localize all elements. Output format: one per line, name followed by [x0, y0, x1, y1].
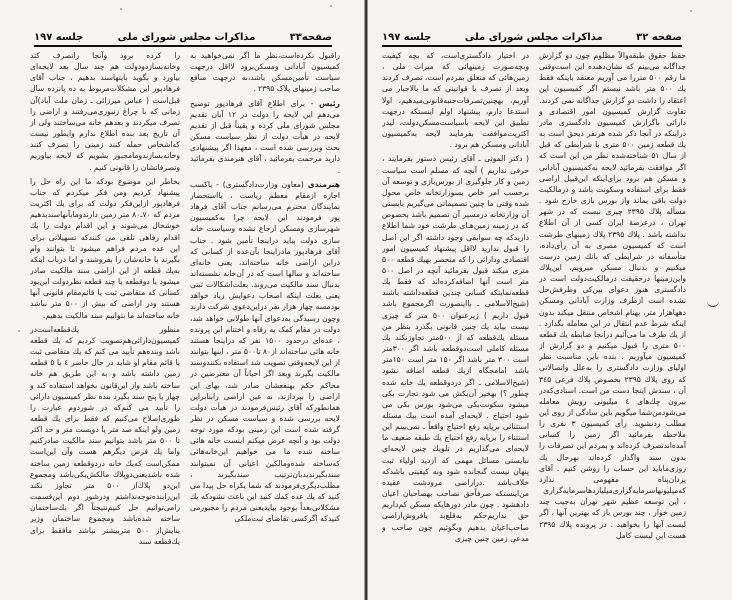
paragraph: در اختیار دادگستری‌است، که بچه کیفیت وبچه‌صورت زمینهائی که میراث ملی ، زمین‌هائی که متعلق بمردم است، تصرف کردند وبعد از تصرف با قوانینی که ما بالاجبار می آوریم، بهچنین‌تصرفات‌جنبه‌قانونی‌میدهیم، اولا استدعا دارم، پیشنهاد اولم اینستکه درجهت تطبیق این لایحه باسیاست‌مسکن‌دولت، لیدر اکثریت‌موافقت بفرمایند لایحه به‌کمیسیون آبادانی ومسکن هم برود .: [382, 51, 529, 150]
paragraph: [190, 98, 340, 176]
scan-speck: [690, 10, 692, 12]
speech-text: (معاون وزارت‌دادگستری) - باکسب اجازه ازمقام معظم ریاست ، بااستحضار نمایندگان محترم می‌رسانم جناب آقای فرهاد پور فرمودند این لایحه چرا به‌کمیسیون شهرسازی ومسکن ارجاع نشده وسیاست خانه سازی دولت بباید دراینجا تأمین شود . جناب آقای فرهادپور مادراینجا بآن‌عده از کسانی که دراین اراضی خانه ساخته‌اند، یعنی خانه‌ای ساخته‌اند و سالها است که در آن‌خانه نشسته‌اند بدنبال سند مالکیت می‌روند. بعلت‌اشکالات ثبتی یعنی بعلت اینکه اصحاب دعوایش زیاد خواهد بودمسه چهار هزار نفر دراین‌دعوی شرکت دارند وچون رسیدگی به‌دعوای آنها طولانی خواهد شد، دولت در مقام کمک به رفاه و اختتام این پرونده ، عده‌ای درحدود ۱۵۰۰ نفر که دراینجا هستند خانه هائی ساخته‌اند از۸۰ تا۵۰۰ متر ، اینها بتوانند از این لایحه‌وقتی تصویب شد استفاده بکنندوسند مالکیت بگیرند وبعد اگر احیاناً آن معترضین در محاکم حکم بهنفعشان صادر شد، بهای این اراضی را بپردازند، نه عین اراضی رابنابراین همانطورکه آقای رئیس‌فرمودند در هیأت دولت لایحه بررسی شده و سیاست مسکن در نظر گرفته شده است این زمینی بودکه مورد توجه دولت بود و آنچه عرض میکنم اینست خانه هائی ساخته شده ما می خواهیم این‌خانه‌هائی که‌ساخته شده‌ومالکین اعیانی آن نمیتوانند سندبگیرند‌بدبان‌ترتیب سندبگیرند ، مطلب‌دیگری‌فرمودند که شما یکراه حل پیدا می کنید که یك عده کمك کنید این باعث نشودکه یك مشکلاتی‌بعداً بوجود بیایدیعنی مردم را مجبورمی کنیدکه اگرکسی تقاضای ثبت‌ملکی: [190, 179, 340, 524]
paragraph: حفظ حقوق طبقه‌والاً مظلوم چون دو گزارش جداگانه می‌بینم که نشان‌دهنده این است‌وقتی ما رقم ۵۰۰ متررا می آوریم معتقد باینکه فقط یك ۵۰۰ متر باشد نیستم اگر کمیسیون این اعتقاد را داشت دو گزارش جداگانه نمی کردند. تفاوت گزارش کمیسیون امور اقتصادی و دارائی باگزارش کمیسیون دادگستری مادر دراینکه در آنجا ذکر شده هرنفر ذیحق است به یك قطعه زمین ۵۰۰ متری با شرایطی که قبل از سال ۵۱ شناخته‌شده نظر من این است که اگر موافقت بفرمائید لایحه به‌کمیسیون آبادانی و مسکن هم برود برای‌اینکه این‌قبیل اراضی فقط برای استفاده وسکونت باشد و درمالکیت دولت باقی بماند واز بورس بازی خارج شود . مسأله پلاك ۲۳۹۵ چیزی نیست که در شهر تهران ، درعرصهٔ ایران کسی از آن اطلاع نداشته باشد . پلاك ۲۳۹۵ پلاك زمینهای طرشت است که کمیسیون مصری به آن رأی‌داده، متأسفانه در شرایطی که بانك زمین درست میکنیم و بدنبال مسکن میرویم، این‌پلاك واین‌زمینها درحقیقت درمالکیت‌دولت است در دادگستری هنوز دعوای بین‌کی وطرفش‌حل نشده است ازطرف وزارت آبادانی ومسکن دهها‌هزار متر، بهنام اشخاص منتقل میکند بدون اینکه شرط عدم انتقال در این معامله بگذارد . از یك طرف ما می‌آئیم درانجا ضابطه یك قطعه ۵۰۰ متری را قبول میکنیم و دو گزارش از کمیسیون میآوریم . بنده باین مناسبت نظر اولیای وزارت دادگستری را به‌علل واتصالاتی که روی پلاك ۲۳۹۵ بخصوص پلاك فرعی ۳٤۵ آن ، سندش اینجا دست من است. اسنادی‌که‌در بیرون چك‌های ٤ میلیونی رویش معامله می‌شودمن‌شما میگویم باین سادگی از روی این مطلب ردنشوید. رأی کمیسیون ۳ نفری را ملاحظه بفرمائید اگر زمین را کسانی آمده‌اند‌تصرف کرده‌اند و بمردم این تصرفات را بدون سند واگذار کرده‌اند بهرحال یك روزی‌ماباید این حساب را روشن کنیم . آقای یزدان‌پناه مفهومی ندارد که‌میلیونهاسرمایه‌گزاری‌میلیاردهاسرمایه‌گزاری ، این توسعه عظیم شهر تهران به‌جیب چند زمین خوار ، چند بورس باز که بهترین آنها ، اگر لیست آنها را بخواهید . در پرونده پلاك ۲۳۹۵ هست این لیست کامل: [539, 51, 686, 540]
page-number: صفحه۳۳: [289, 32, 332, 43]
paragraph: راقبول نکرده‌است،نظر ما اگر نمی‌خواهید به کمیسیون آبادانی ومسکن‌برود لااقل درجهت سیاست تأمین‌مسکن باشد،نه درجهت منافع صاحب زمینهای پلاک ۲۳۹۵ .: [190, 51, 340, 94]
right-page-columns: [382, 50, 686, 570]
speech-text: - برای اطلاع آقای فرهادپور توضیح می‌دهم این لایحه را دولت در ۱۲ آبان تقدیم مجلس شورای ملی کرده و یقیناً قبل از تقدیم لایحه در هیأت دولت از نظر سیاست مسکن بحث وبررسی شده است ، معهذا اگر پیشنهادی دارید مرحمت بفرمائید ، آقای هنرمندی بفرمائید .: [190, 98, 340, 175]
page-number: صفحه ۳۲: [636, 32, 682, 43]
text-column-left: [382, 50, 529, 570]
paragraph: منظور یك‌قطعه‌است‌در کمیسیون‌دارائی‌هم‌تصویب کردیم که یك قطعه باشد وبنده‌هم تأیید می کنم که یك متقاضی ثبت یا قائم مقام او شاید در حال حاضر ٤ یا ٥ قطعه زمین داشته باشد و به این طریق هم خانه ساخته باشد واز این‌قانون بخواهد استفاده کند و چهار یا پنج سند بگیرد بنده نظر کمیسیون دارائی را تأیید می کنم‌که در شوردوم عبارت را طوری‌اصلاح می‌کنیم که فقط برای یك قطعه زمین ولو اینکه صد متر یا دویست متر و حد اکثر تا ۵۰۰ متر باشد بتوانیم سند مالکیت صادرکنیم واما یك فرض دیگرهم هست وآن این‌است ممکن‌است که‌یك خانه دردوقطعه زمین ساخته شده باشدیعنی‌دوپلاك مالکش‌یکی‌باشد ومجموع این‌دو پلاك‌از ۵۰۰ متر تجاوز نکند این‌رابنده‌توجه‌نداشتم ودرشور دوم این‌قسمت رامی‌توانیم حل کنیم‌نتیجتاً اگر یك‌ساختمان ساخته شده‌باشد ومجموع ساختمان وزیر بنایش‌از ۵۰۰ متربیشتر نباشد مافقط برای یك‌قطعه سند: [30, 324, 180, 546]
scan-speck: [18, 330, 20, 332]
right-page: [366, 0, 732, 600]
book-gutter: [364, 0, 368, 600]
text-column-right: [539, 50, 686, 570]
right-page-header: [382, 27, 682, 47]
speaker-name: هنرمندی: [307, 179, 340, 189]
left-page-header: [34, 27, 332, 47]
publication-title: مذاکرات مجلس شورای ملی: [464, 32, 603, 43]
paragraph: ( دکتر الموتی ـ آقای رئیس دستور بفرمایند ، حرفی نداریم ) آنچه که مسلم است سیاست زمین و کار جلوگیری از بورس‌بازی و توسعه آن برحسب امر خاص بسوزارتخانه خاص محول شده وقتی ما چنین تصمیماتی می‌گیریم بایستی آن وزارتخانه درمسیر آن تصمیم باشد بخصوص که در زمینه زمین‌هـای طرشت خود شما اطلاع داریدکه چه سوابقی وجود داشته اگر این اصل را قبول ندارید لااقل پیشنهاد کمیسیون امور اقتصادی ودارائی را که منحصر بهیك قطعه ۵۰۰ متری میکند قبول بفرمائید آنچه در اصل ۵۰۰ متر است آنها اضافه‌کرده‌اند که فقط یك قطعه‌نمایتکه کسانی چندین قطعه‌داشته باشند (شیخ‌الاسلامی ـ بااینصورت اگرمجموع باشد قبول داریم ) زیرعنوان ۵۰۰ متر که چیزی نیست بیاید یك چنین قانونی بگذرد بنظر من مسئله یك‌قطعه که از ۵۰۰متر تجاوزنکند یك مسئله کاملی است‌دوقطعه باشد اگر ۳۰۰متر است ۳۰۰ متر باشد اگر ۱۵۰ متر است ۱۵۰متر باشد امامجگاه ازیك قطعه اضافه نشود (شیخ‌الاسلامی ـ اگر دردوقطعه یك خانه شده چطور ؟) بهخیر آن‌بکش می شود تجارت بکی میشود سکونت‌بکی می‌شود بورس بکی می شود احتیاج . لایحه‌ای آمده است بیك مسئله استثنائی برپایه رفع احتیاج واقعاً ـ نمی‌بینم این استثناء را برپایه رفع احتیاج یك طبقه ضعیف ما لایحه‌ای می‌گذاریم در تلویك چنین لایحه‌ای نبایستی مسائل مهمی که ازدید اولیاء ثبت پنهان نیست گنجانده شود وبه کیفیتی باشدکه خلاف‌باشد .دراراضی مرودشت عقیده من‌اینستکه صرفاًحق تصاحب بهصاحبان اعیان دادهشود . چون مادر دورهایکه مسکن کم‌داریم حق نداریم‌حکم به‌قلع‌بد یافروش‌اراضی صاحب‌اعیان بدهیم وبگوئیم چون صاحب و مدعی زمین چنین چیزی: [382, 154, 529, 543]
scan-speck: [120, 8, 122, 10]
paragraph: بخاطر این موضوع بودکه ما این راه حل را پیشنهاد کردیم ومن فکر میکردم که جناب فرهادپور ازاین‌فکر دولت که برای یك اکثریت مردم که ۷۰ـ۸۰ متر زمین دارندومابآنهاسندبدهیم خوشحال می‌شوند و این اقدام دولت را یك اقدام رفاهی تلقی می کنندکه تسهیلاتی برای این عده مردم فراهم میشود تا بتوانند وام بگیرند یا خانه‌شان را بفروشند و اما درباب اینکه به‌یك قطعه از این اراضی سند مالکیت صادر میشود یا دوقطعه یا چند قطعه نظردولت این‌بود کسانی که متقاضی ثبت یا قائم‌مقام قانونی آنها هستند ودر اراضی که بیش از ۵۰۰ متر نباشد خانه ساخته‌اند ما بتوانیم سند مالکیت بدهیم.: [30, 176, 180, 320]
text-column-left: [30, 50, 180, 570]
text-column-right: [190, 50, 340, 570]
left-page-columns: [30, 50, 340, 570]
session-number: جلسه ۱۹۷: [34, 32, 84, 43]
paragraph: را کرده برود وآنجا راتصرف کند وخانه‌بسازدودولت هم چند سال بعد لایحه‌ای بیاورد و بگوید بابتهاسند بدهیم ، جناب آقای فرهادپور این مشکلات‌مربوط به ده پانزده سال قبل‌است ( عباس میرزائی ـ زمان ملت آباد)آن زمانی که با چراغ زنبوری‌می‌رفتند و اراضی را تصرف میکردند و بعدهم خانه می‌ساختند ولی از آن تاریخ بعد بنده اطلاع ندارم وایطور نیست که‌اشخاص حمله کنند زمینی را تصرف کنند وخانه‌بسازندومامجبور بشویم که لایحه بیاوریم وتصرفاتشان را قانونی کنیم .: [30, 51, 180, 172]
publication-title: مذاکرات مجلس شورای ملی: [117, 32, 256, 43]
speaker-name: رئیس: [318, 98, 340, 108]
paragraph: [190, 179, 340, 525]
session-number: جلسه ۱۹۷: [382, 32, 432, 43]
scan-speck: [330, 5, 332, 7]
